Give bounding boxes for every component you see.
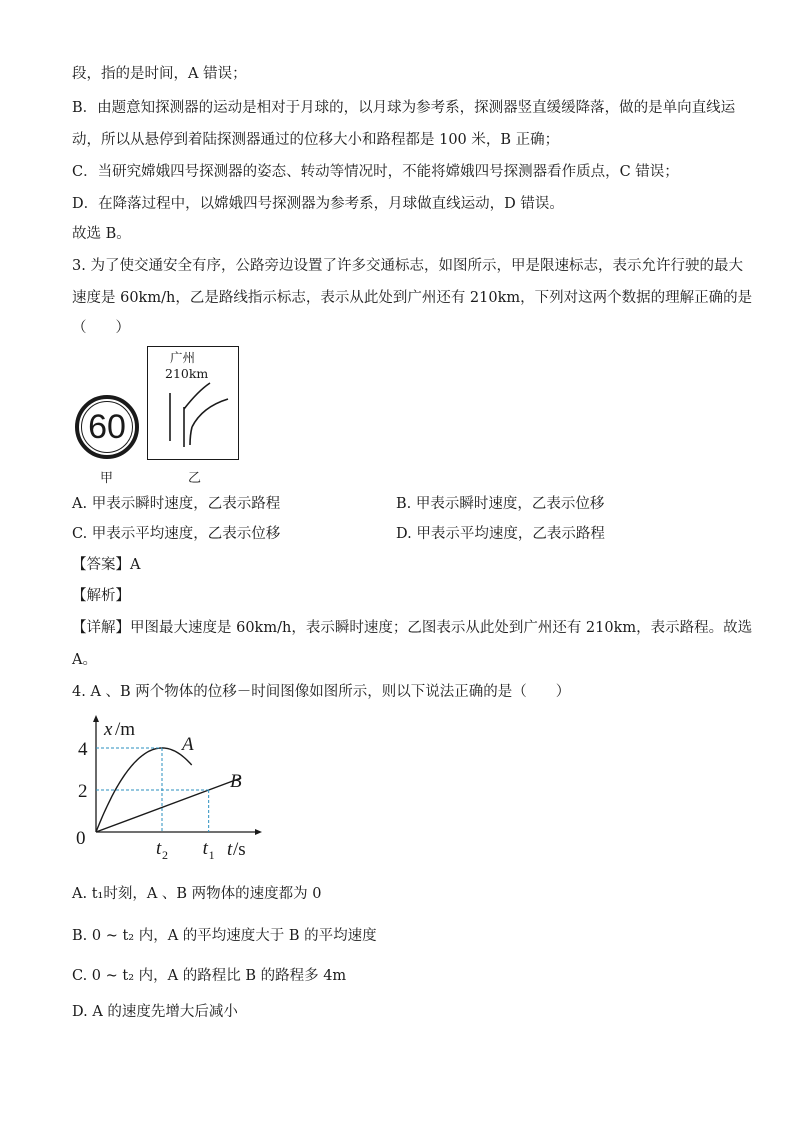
text-line: B．由题意知探测器的运动是相对于月球的，以月球为参考系，探测器竖直缓缓降落，做的是单向直线运 — [72, 100, 736, 116]
x-tick-label-sub: 2 — [162, 848, 168, 862]
detail-text: 甲图最大速度是 60km/h，表示瞬时速度；乙图表示从此处到广州还有 210km，表示路程。故选 — [130, 620, 753, 636]
answer-value: A — [130, 557, 141, 573]
answer-tag: 【答案】 — [72, 557, 130, 573]
text-line: 段，指的是时间，A 错误； — [72, 66, 247, 82]
question-3-stem: 3. 为了使交通安全有序，公路旁边设置了许多交通标志，如图所示，甲是限速标志，表示允许行驶的最大 — [72, 258, 743, 274]
option-a[interactable]: A. 甲表示瞬时速度，乙表示路程 — [72, 496, 281, 512]
y-axis-label: /m — [115, 719, 136, 740]
x-axis-label: t — [227, 839, 233, 860]
x-axis-label: /s — [233, 839, 246, 860]
detail-tag: 【详解】 — [72, 620, 130, 636]
y-axis-label: x — [104, 719, 113, 740]
option-c[interactable]: C. 甲表示平均速度，乙表示位移 — [72, 526, 281, 542]
x-tick-label-sub: 1 — [208, 848, 215, 862]
option-b[interactable]: B. 甲表示瞬时速度，乙表示位移 — [396, 496, 605, 512]
question-3-stem: 速度是 60km/h，乙是路线指示标志，表示从此处到广州还有 210km，下列对这两个数据的理解正确的是 — [72, 290, 753, 306]
y-tick-label: 4 — [78, 739, 88, 760]
caption-yi: 乙 — [188, 471, 202, 486]
option-d[interactable]: D. A 的速度先增大后减小 — [72, 1004, 238, 1020]
answer-parentheses: （ ） — [72, 320, 130, 336]
series-b-label: B — [230, 770, 242, 792]
answer-line — [72, 555, 140, 575]
speed-limit-value: 60 — [88, 407, 126, 446]
text-line: D．在降落过程中，以嫦娥四号探测器为参考系，月球做直线运动，D 错误。 — [72, 196, 564, 212]
x-tick-label: t — [202, 838, 208, 859]
series-a-label: A — [182, 734, 194, 755]
displacement-time-chart — [70, 712, 270, 862]
x-axis-arrow — [255, 829, 262, 835]
route-city: 广州 — [170, 350, 196, 365]
caption-jia: 甲 — [100, 471, 114, 486]
text-line: C．当研究嫦娥四号探测器的姿态、转动等情况时，不能将嫦娥四号探测器看作质点，C 错误； — [72, 164, 679, 180]
option-d[interactable]: D. 甲表示平均速度，乙表示路程 — [396, 526, 605, 542]
option-b[interactable]: B. 0 ~ t₂ 内，A 的平均速度大于 B 的平均速度 — [72, 928, 377, 944]
route-distance: 210km — [165, 366, 209, 381]
route-sign — [147, 346, 239, 460]
option-c[interactable]: C. 0 ~ t₂ 内，A 的路程比 B 的路程多 4m — [72, 968, 347, 984]
analysis-tag: 【解析】 — [72, 588, 130, 604]
route-arrows-icon — [148, 347, 240, 461]
question-4-stem: 4. A 、B 两个物体的位移－时间图像如图所示，则以下说法正确的是（ ） — [72, 684, 571, 700]
y-tick-label: 2 — [78, 781, 88, 802]
text-line: 动，所以从悬停到着陆探测器通过的位移大小和路程都是 100 米，B 正确； — [72, 132, 560, 148]
y-tick-label: 0 — [76, 828, 86, 849]
detail-line-2: A。 — [72, 652, 97, 668]
text-line: 故选 B。 — [72, 226, 131, 242]
x-tick-label: t — [156, 838, 162, 859]
detail-line — [72, 618, 752, 638]
option-a[interactable]: A. t₁时刻，A 、B 两物体的速度都为 0 — [72, 886, 322, 902]
y-axis-arrow — [93, 715, 99, 722]
speed-limit-sign — [75, 395, 139, 459]
